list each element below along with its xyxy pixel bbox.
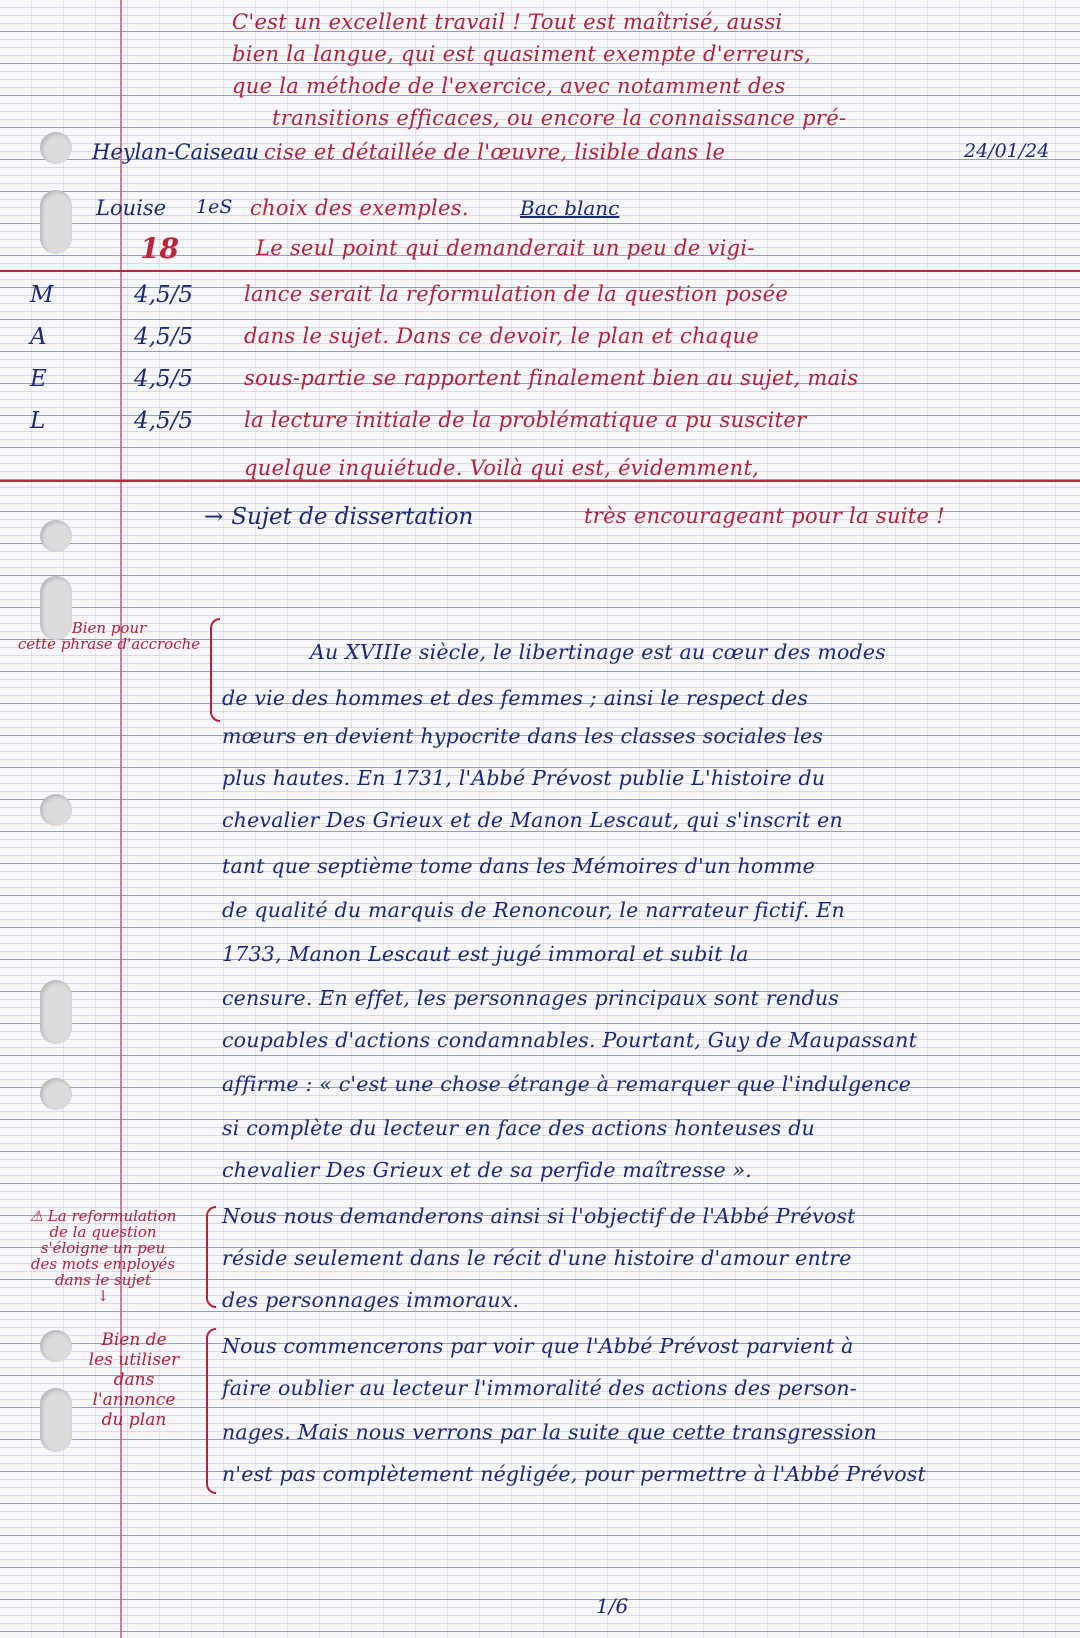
arrow-down-icon: ↓ (96, 1287, 110, 1305)
separator-bottom (0, 480, 1080, 482)
essay-line: chevalier Des Grieux et de Manon Lescaut, qui s'inscrit en (222, 808, 843, 832)
binder-hole (40, 520, 72, 552)
essay-line: chevalier Des Grieux et de sa perfide maîtresse ». (222, 1158, 752, 1182)
margin-bracket (210, 618, 220, 722)
binder-hole (40, 794, 72, 826)
criterion-score: 4,5/5 (134, 408, 193, 434)
comment-line: quelque inquiétude. Voilà qui est, évidemment, (244, 456, 760, 480)
criterion-letter: L (30, 408, 46, 434)
criterion-score: 4,5/5 (134, 366, 193, 392)
binder-hole (40, 190, 72, 254)
essay-line: 1733, Manon Lescaut est jugé immoral et subit la (222, 942, 749, 966)
essay-line: réside seulement dans le récit d'une histoire d'amour entre (222, 1246, 852, 1270)
essay-line: tant que septième tome dans les Mémoires d'un homme (222, 854, 816, 878)
margin-bracket (206, 1328, 216, 1494)
exam-type: Bac blanc (520, 196, 620, 220)
essay-line: de vie des hommes et des femmes ; ainsi le respect des (222, 686, 809, 710)
essay-line: faire oublier au lecteur l'immoralité des actions des person- (222, 1376, 857, 1400)
comment-line: C'est un excellent travail ! Tout est maîtrisé, aussi (232, 10, 783, 34)
margin-note-plan: Bien de les utiliser dans l'annonce du plan (88, 1330, 180, 1430)
margin-bracket (206, 1206, 216, 1308)
subject-label (204, 504, 473, 530)
comment-line: très encourageant pour la suite ! (584, 504, 945, 528)
student-name: Heylan-Caiseau (92, 140, 260, 164)
comment-line: transitions efficaces, ou encore la connaissance pré- (272, 106, 847, 130)
binder-hole (40, 980, 72, 1044)
margin-note-reformulation: ⚠ La reformulation de la question s'éloigne un peu des mots employés dans le sujet ↓ (10, 1208, 196, 1304)
essay-line: des personnages immoraux. (222, 1288, 520, 1312)
essay-line: nages. Mais nous verrons par la suite que cette transgression (222, 1420, 877, 1444)
comment-line: lance serait la reformulation de la question posée (244, 282, 789, 306)
essay-line: Nous nous demanderons ainsi si l'objectif de l'Abbé Prévost (222, 1204, 856, 1228)
binder-hole (40, 1078, 72, 1110)
margin-note-hook: Bien pour cette phrase d'accroche (17, 619, 201, 653)
comment-line: sous-partie se rapportent finalement bien au sujet, mais (244, 366, 859, 390)
comment-line: la lecture initiale de la problématique a pu susciter (244, 408, 807, 432)
essay-line: plus hautes. En 1731, l'Abbé Prévost publie L'histoire du (222, 766, 826, 790)
essay-line: Au XVIIIe siècle, le libertinage est au cœur des modes (310, 640, 886, 664)
essay-line: coupables d'actions condamnables. Pourtant, Guy de Maupassant (222, 1028, 918, 1052)
exam-date: 24/01/24 (964, 140, 1050, 162)
essay-line: Nous commencerons par voir que l'Abbé Prévost parvient à (222, 1334, 854, 1358)
comment-line: que la méthode de l'exercice, avec notamment des (232, 74, 786, 98)
comment-line: Le seul point qui demanderait un peu de vigi- (256, 236, 755, 260)
comment-line: choix des exemples. (250, 196, 469, 220)
criterion-letter: E (30, 366, 47, 392)
comment-line: cise et détaillée de l'œuvre, lisible dans le (264, 140, 726, 164)
student-class: 1eS (196, 196, 233, 218)
criterion-letter: A (30, 324, 47, 350)
page-number: 1/6 (596, 1594, 629, 1618)
essay-line: si complète du lecteur en face des actions honteuses du (222, 1116, 815, 1140)
essay-line: de qualité du marquis de Renoncour, le narrateur fictif. En (222, 898, 845, 922)
separator-top (0, 270, 1080, 272)
criterion-score: 4,5/5 (134, 324, 193, 350)
arrow-right-icon: → (204, 504, 224, 530)
essay-line: censure. En effet, les personnages principaux sont rendus (222, 986, 840, 1010)
binder-hole (40, 132, 72, 164)
student-first-name: Louise (96, 196, 167, 220)
comment-line: bien la langue, qui est quasiment exempte d'erreurs, (232, 42, 812, 66)
criterion-score: 4,5/5 (134, 282, 193, 308)
grade: 18 (140, 232, 179, 265)
comment-line: dans le sujet. Dans ce devoir, le plan et chaque (244, 324, 760, 348)
criterion-letter: M (30, 282, 54, 308)
essay-line: mœurs en devient hypocrite dans les classes sociales les (222, 724, 824, 748)
essay-line: affirme : « c'est une chose étrange à remarquer que l'indulgence (222, 1072, 912, 1096)
subject-text: Sujet de dissertation (231, 504, 474, 530)
essay-line: n'est pas complètement négligée, pour permettre à l'Abbé Prévost (222, 1462, 926, 1486)
